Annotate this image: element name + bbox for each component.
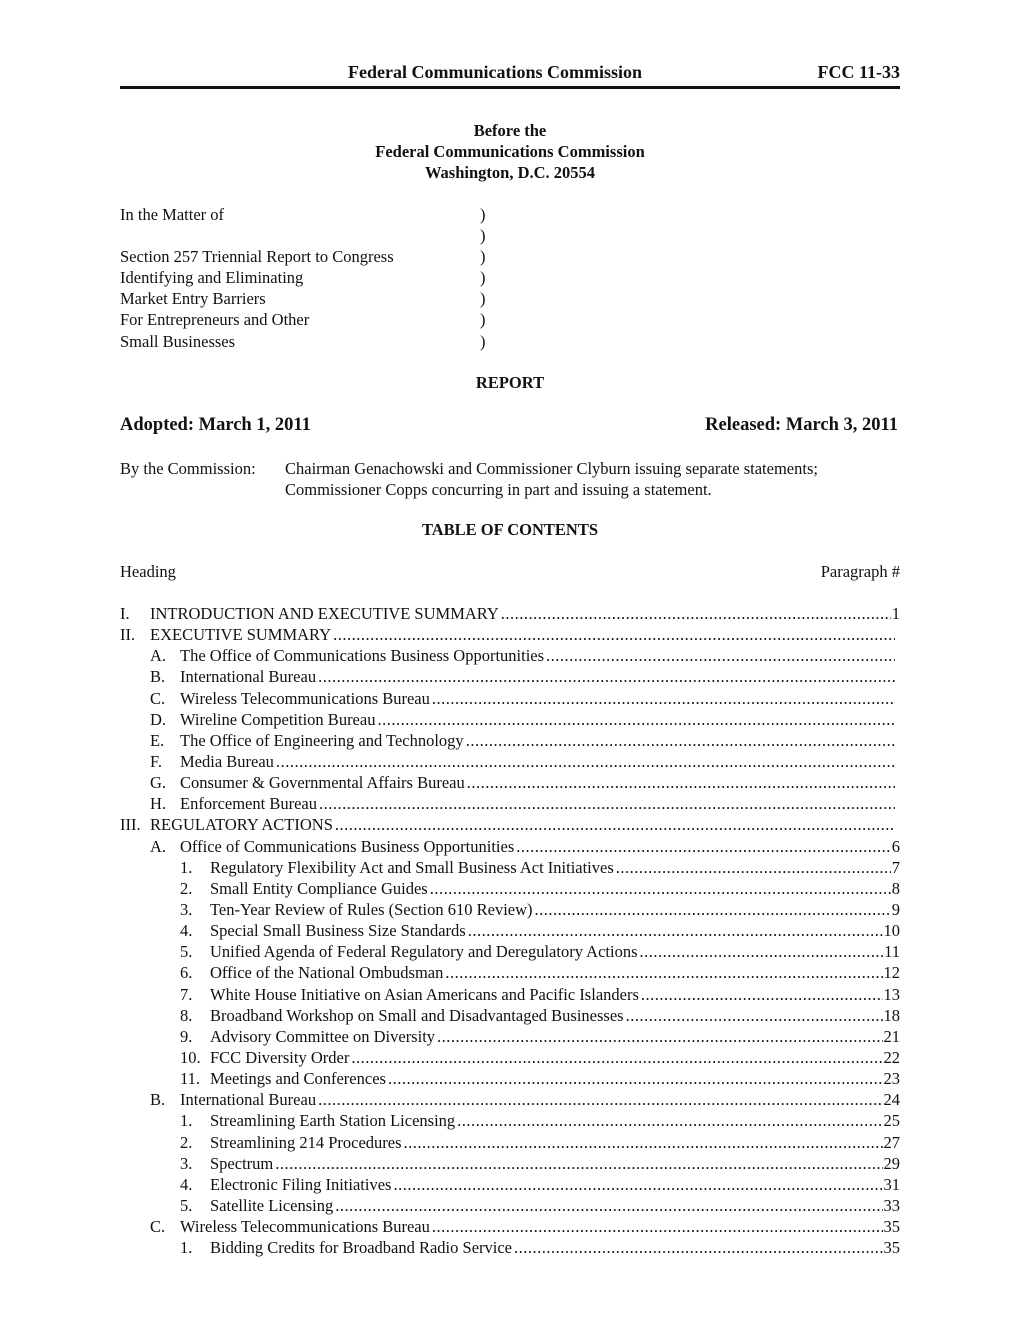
toc-entry-title: Unified Agenda of Federal Regulatory and Deregulatory Actions [210,942,638,962]
toc-entry-title: White House Initiative on Asian Americans and Pacific Islanders [210,984,639,1004]
toc-dot-leader [641,984,883,1005]
toc-entry[interactable] [120,1068,900,1089]
toc-entry-title: Consumer & Governmental Affairs Bureau [180,773,465,793]
before-line-1: Before the [473,121,547,140]
toc-dot-leader [514,1237,883,1258]
toc-entry-title: Spectrum [210,1153,274,1173]
toc-entry[interactable] [120,878,900,899]
caption-row [120,309,900,330]
toc-dot-leader [318,666,895,687]
toc-heading-label: Heading [120,562,176,581]
toc-entry-title: Wireless Telecommunications Bureau [180,688,430,708]
toc-entry-number: A. [150,836,167,856]
toc-entry-paragraph: 12 [883,963,900,983]
toc-entry-title: The Office of Communications Business Opportunities [180,646,545,666]
toc-entry-paragraph: 27 [883,1132,900,1152]
toc-dot-leader [445,962,882,983]
toc-entry-number: G. [150,773,167,793]
toc-entry-paragraph: 7 [891,857,900,877]
toc-dot-leader [457,1110,882,1131]
toc-dot-leader [466,730,895,751]
toc-entry[interactable] [120,645,900,666]
toc-entry-paragraph: 35 [883,1217,900,1237]
toc-entry-number: 5. [180,942,193,962]
header-doc-number: FCC 11-33 [817,62,900,82]
toc-dot-leader [432,1216,883,1237]
caption-row [120,331,900,352]
toc-dot-leader [467,772,895,793]
toc-entry-paragraph: 9 [891,899,900,919]
toc-dot-leader [432,688,895,709]
toc-entry-title: Meetings and Conferences [210,1069,386,1089]
toc-entry-title: Wireline Competition Bureau [180,709,376,729]
toc-entry-title: Special Small Business Size Standards [210,921,466,941]
toc-entry-number: 7. [180,984,193,1004]
before-the-block [120,120,900,183]
toc-entry-number: A. [150,646,167,666]
toc-entry-title: Wireless Telecommunications Bureau [180,1217,430,1237]
toc-entry-title: REGULATORY ACTIONS [150,815,333,835]
toc-entry[interactable] [120,603,900,624]
toc-entry[interactable] [120,666,900,687]
case-caption [120,204,900,352]
toc-dot-leader [388,1068,883,1089]
toc-title: TABLE OF CONTENTS [421,520,599,539]
toc-entry-title: Small Entity Compliance Guides [210,878,428,898]
toc-entry-number: 5. [180,1195,193,1215]
toc-entry[interactable] [120,1047,900,1068]
toc-dot-leader [501,603,891,624]
toc-entry-title: The Office of Engineering and Technology [180,730,464,750]
toc-entry-title: EXECUTIVE SUMMARY [150,625,332,645]
toc-entry-number: I. [120,604,130,623]
toc-entry-title: Office of Communications Business Opportunities [180,836,515,856]
toc-entry[interactable] [120,899,900,920]
toc-entry-number: 2. [180,878,193,898]
toc-dot-leader [535,899,891,920]
toc-entry-paragraph: 33 [883,1195,900,1215]
toc-entry-title: Satellite Licensing [210,1195,334,1215]
toc-dot-leader [404,1132,883,1153]
toc-entry-title: Enforcement Bureau [180,794,317,814]
toc-entry-title: Streamlining Earth Station Licensing [210,1111,456,1131]
toc-entry[interactable] [120,1153,900,1174]
toc-entry-paragraph: 35 [883,1238,900,1258]
toc-entry-title: Electronic Filing Initiatives [210,1174,392,1194]
released-date: Released: March 3, 2011 [705,415,898,435]
toc-entry-title: International Bureau [180,1090,317,1110]
toc-entry-number: 1. [180,1111,193,1131]
caption-paren: ) [480,226,486,246]
toc-entry[interactable] [120,1089,900,1110]
toc-paragraph-label: Paragraph # [820,562,900,581]
caption-paren: ) [480,310,486,330]
caption-text: In the Matter of [120,205,225,224]
toc-entry-paragraph: 24 [883,1090,900,1110]
toc-entry[interactable] [120,1237,900,1258]
toc-entry-title: Regulatory Flexibility Act and Small Business Act Initiatives [210,857,614,877]
toc-entry[interactable] [120,1174,900,1195]
toc-entry-paragraph: 6 [891,836,900,856]
toc-entry[interactable] [120,688,900,709]
toc-entry-paragraph: 18 [883,1005,900,1025]
toc-dot-leader [616,857,891,878]
by-commission-line-1: Chairman Genachowski and Commissioner Clyburn issuing separate statements; [285,459,818,478]
toc-dot-leader [351,1047,882,1068]
toc-entry-title: Bidding Credits for Broadband Radio Service [210,1238,512,1258]
toc-dot-leader [319,793,895,814]
toc-dot-leader [318,1089,882,1110]
report-title: REPORT [475,373,545,392]
toc-entry-number: 4. [180,921,193,941]
toc-entry-number: 1. [180,1238,193,1258]
toc-entry-title: Broadband Workshop on Small and Disadvantaged Businesses [210,1005,624,1025]
toc-entry-number: 3. [180,1153,193,1173]
toc-entry[interactable] [120,814,900,835]
toc-entry-paragraph: 22 [883,1047,900,1067]
toc-entry-paragraph: 23 [883,1069,900,1089]
header-agency: Federal Communications Commission [348,62,642,82]
caption-row [120,288,900,309]
before-line-3: Washington, D.C. 20554 [424,163,596,182]
toc-entry-number: B. [150,1090,166,1110]
toc-dot-leader [430,878,891,899]
by-commission-line-2: Commissioner Copps concurring in part and issuing a statement. [285,480,712,499]
toc-entry-number: 4. [180,1174,193,1194]
toc-entry[interactable] [120,1005,900,1026]
toc-entry-title: Office of the National Ombudsman [210,963,444,983]
toc-entry-number: C. [150,688,166,708]
toc-entry-number: II. [120,625,136,645]
toc-entry[interactable] [120,836,900,857]
adopted-date: Adopted: March 1, 2011 [120,415,311,435]
toc-entry-title: Advisory Committee on Diversity [210,1026,436,1046]
toc-entry-title: FCC Diversity Order [210,1047,350,1067]
toc-entry-paragraph: 25 [883,1111,900,1131]
toc-entry[interactable] [120,709,900,730]
toc-entry-number: 11. [180,1069,201,1089]
running-header [120,60,900,89]
toc-entry[interactable] [120,1195,900,1216]
toc-entry-number: F. [150,751,162,771]
caption-paren: ) [480,205,486,224]
toc-entry-paragraph: 10 [883,921,900,941]
caption-paren: ) [480,289,486,309]
toc-dot-leader [377,709,895,730]
toc-entry-title: Media Bureau [180,751,274,771]
toc-dot-leader [626,1005,883,1026]
caption-text: Small Businesses [120,331,236,351]
toc-entry-number: 6. [180,963,193,983]
caption-paren: ) [480,331,486,351]
toc-dot-leader [275,1153,882,1174]
toc-entry-title: Streamlining 214 Procedures [210,1132,402,1152]
toc-entry[interactable] [120,920,900,941]
toc-entry-number: 8. [180,1005,193,1025]
toc-entry-title: INTRODUCTION AND EXECUTIVE SUMMARY [150,604,499,623]
caption-row [120,246,900,267]
toc-entry-number: 3. [180,899,193,919]
toc-entry-number: III. [120,815,141,835]
toc-dot-leader [546,645,895,666]
before-line-2: Federal Communications Commission [375,142,645,161]
table-of-contents [120,603,900,1258]
caption-row [120,204,900,225]
caption-paren: ) [480,268,486,288]
toc-entry[interactable] [120,984,900,1005]
toc-entry-title: International Bureau [180,667,317,687]
toc-entry[interactable] [120,1132,900,1153]
toc-entry-title: Ten-Year Review of Rules (Section 610 Review) [210,899,533,919]
toc-dot-leader [335,1195,882,1216]
toc-dot-leader [516,836,891,857]
toc-entry-paragraph: 21 [883,1026,900,1046]
toc-entry[interactable] [120,730,900,751]
toc-entry-paragraph: 13 [883,984,900,1004]
caption-text: For Entrepreneurs and Other [120,310,310,330]
toc-entry-number: 10. [180,1047,201,1067]
by-commission-label: By the Commission: [120,459,256,478]
toc-dot-leader [335,814,895,835]
toc-entry-number: H. [150,794,167,814]
toc-entry-number: D. [150,709,167,729]
caption-text: Market Entry Barriers [120,289,266,309]
toc-entry-number: 1. [180,857,193,877]
caption-text: Identifying and Eliminating [120,268,304,288]
toc-entry-number: 2. [180,1132,193,1152]
by-commission-text [285,458,900,500]
caption-text: Section 257 Triennial Report to Congress [120,247,394,267]
caption-row [120,267,900,288]
toc-entry-paragraph: 1 [891,604,900,623]
toc-entry-paragraph: 29 [883,1153,900,1173]
toc-entry[interactable] [120,793,900,814]
toc-entry[interactable] [120,751,900,772]
toc-entry[interactable] [120,1110,900,1131]
toc-entry-paragraph: 8 [891,878,900,898]
toc-entry-paragraph: 11 [884,942,900,962]
caption-paren: ) [480,247,486,267]
toc-dot-leader [393,1174,882,1195]
toc-entry[interactable] [120,624,900,645]
toc-entry-number: 9. [180,1026,193,1046]
toc-dot-leader [333,624,895,645]
toc-entry[interactable] [120,772,900,793]
toc-entry-number: B. [150,667,166,687]
toc-dot-leader [276,751,895,772]
toc-entry[interactable] [120,1026,900,1047]
toc-entry[interactable] [120,941,900,962]
toc-dot-leader [437,1026,882,1047]
toc-entry[interactable] [120,857,900,878]
toc-entry-number: C. [150,1217,166,1237]
toc-entry-paragraph: 31 [883,1174,900,1194]
toc-dot-leader [640,941,884,962]
toc-dot-leader [468,920,883,941]
toc-entry[interactable] [120,1216,900,1237]
toc-entry-number: E. [150,730,165,750]
caption-row [120,225,900,246]
toc-entry[interactable] [120,962,900,983]
